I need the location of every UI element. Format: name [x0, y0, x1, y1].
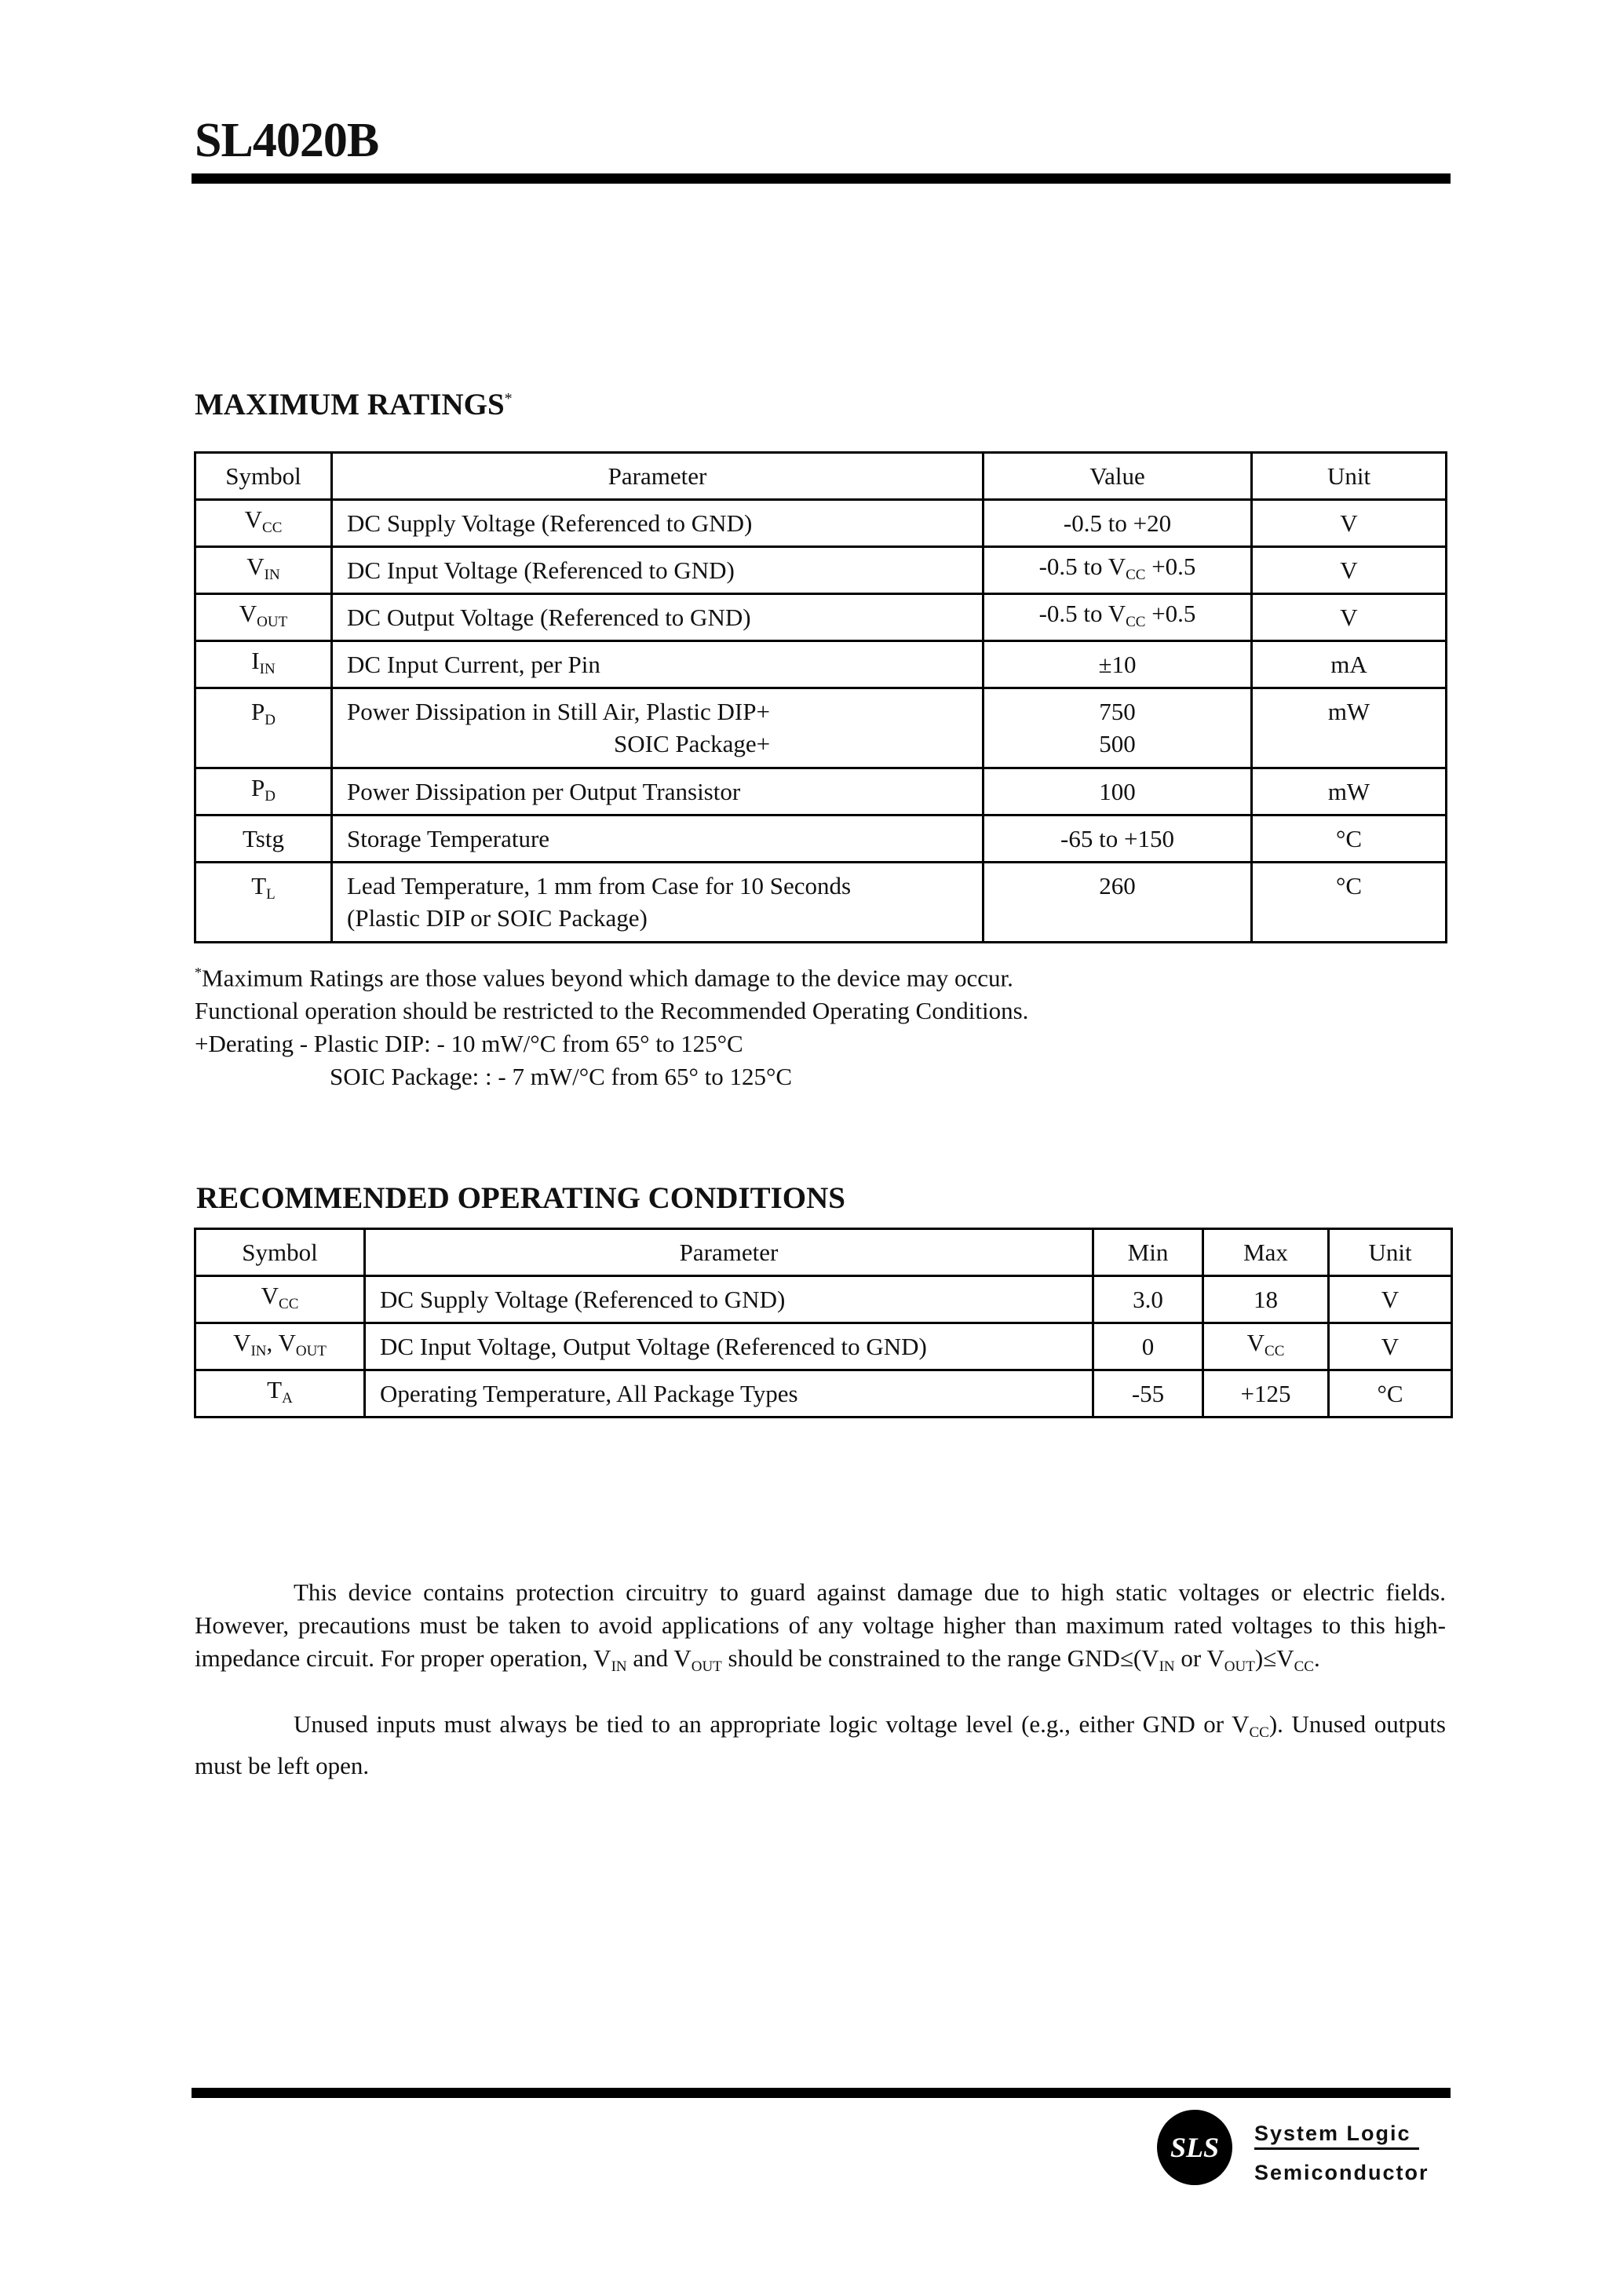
unit-cell: mW [1252, 688, 1447, 768]
value-cell: -0.5 to $V_{CC} +0.5$ [984, 547, 1252, 594]
max-cell: +125 [1203, 1370, 1329, 1418]
value-cell: -0.5 to $V_{CC} +0.5$ [984, 594, 1252, 641]
max-ratings-notes [195, 956, 1028, 1093]
protection-paragraph: This device contains protection circuitry to guard against damage due to high static voltages or electric fields. However, precautions must be taken to avoid applications of any voltage higher than maximum rated voltages to this high-impedance circuit. For proper operation, $V_{IN}$ and $V_{OUT}$ should be constrained to the range $GND\le(V_{IN}$ or $V_{OUT})\le V_{CC}$. [195, 1578, 1446, 1675]
unit-cell: V [1329, 1276, 1452, 1323]
value-cell: -0.5 to +20 [984, 500, 1252, 547]
symbol-cell: $P_D$ [195, 688, 332, 768]
parameter-cell: DC Output Voltage (Referenced to GND) [332, 594, 984, 641]
table-row [195, 594, 1447, 641]
unit-cell: °C [1252, 815, 1447, 863]
note-line: Functional operation should be restricted to the Recommended Operating Conditions. [195, 997, 1029, 1025]
symbol-cell: $I_{IN}$ [195, 641, 332, 688]
company-name-line2: Semiconductor [1254, 2161, 1429, 2184]
unit-cell: V [1252, 547, 1447, 594]
max-cell: 18 [1203, 1276, 1329, 1323]
col-value: Value [984, 453, 1252, 500]
note-line: *Maximum Ratings are those values beyond which damage to the device may occur. [195, 964, 1013, 992]
company-name-line1: System Logic [1254, 2122, 1419, 2150]
unit-cell: V [1252, 594, 1447, 641]
value-cell: 260 [984, 863, 1252, 943]
table-row [195, 1323, 1452, 1370]
col-unit: Unit [1329, 1229, 1452, 1276]
parameter-cell: Power Dissipation in Still Air, Plastic DIP+ SOIC Package+ [332, 688, 984, 768]
unit-cell: V [1329, 1323, 1452, 1370]
table-header-row [195, 1229, 1452, 1276]
unit-cell: °C [1329, 1370, 1452, 1418]
parameter-cell: Lead Temperature, 1 mm from Case for 10 Seconds (Plastic DIP or SOIC Package) [332, 863, 984, 943]
col-parameter: Parameter [332, 453, 984, 500]
table-row [195, 1276, 1452, 1323]
col-symbol: Symbol [195, 453, 332, 500]
unused-io-paragraph: Unused inputs must always be tied to an appropriate logic voltage level (e.g., either GND or $V_{CC}$). Unused outputs must be left open. [195, 1710, 1446, 1779]
value-cell: 100 [984, 768, 1252, 815]
table-row [195, 500, 1447, 547]
part-number-title: SL4020B [195, 114, 379, 167]
symbol-cell: $V_{OUT}$ [195, 594, 332, 641]
rec-conditions-heading: RECOMMENDED OPERATING CONDITIONS [196, 1181, 845, 1215]
max-ratings-heading: MAXIMUM RATINGS* [195, 388, 513, 421]
logo-text: SLS [1170, 2132, 1220, 2163]
footer-rule [192, 2088, 1451, 2098]
col-max: Max [1203, 1229, 1329, 1276]
note-line: SOIC Package: : - 7 mW/°C from 65° to 125°C [330, 1063, 793, 1091]
symbol-cell: $V_{IN}$ [195, 547, 332, 594]
symbol-cell: $T_L$ [195, 863, 332, 943]
value-cell: -65 to +150 [984, 815, 1252, 863]
symbol-cell: $V_{IN}$, $V_{OUT}$ [195, 1323, 365, 1370]
min-cell: 3.0 [1093, 1276, 1203, 1323]
note-line: +Derating - Plastic DIP: - 10 mW/°C from 65° to 125°C [195, 1030, 743, 1058]
symbol-cell: $V_{CC}$ [195, 500, 332, 547]
col-unit: Unit [1252, 453, 1447, 500]
parameter-cell: DC Input Voltage (Referenced to GND) [332, 547, 984, 594]
min-cell: 0 [1093, 1323, 1203, 1370]
unit-cell: mA [1252, 641, 1447, 688]
value-cell: 750 500 [984, 688, 1252, 768]
rec-conditions-table [194, 1228, 1453, 1418]
company-logo [1157, 2110, 1232, 2185]
symbol-cell: Tstg [195, 815, 332, 863]
parameter-cell: Power Dissipation per Output Transistor [332, 768, 984, 815]
header-rule [192, 173, 1451, 184]
parameter-cell: DC Supply Voltage (Referenced to GND) [365, 1276, 1093, 1323]
table-row [195, 815, 1447, 863]
table-row [195, 768, 1447, 815]
unit-cell: mW [1252, 768, 1447, 815]
max-ratings-table [194, 451, 1447, 943]
symbol-cell: $T_A$ [195, 1370, 365, 1418]
symbol-cell: $P_D$ [195, 768, 332, 815]
parameter-cell: Operating Temperature, All Package Types [365, 1370, 1093, 1418]
table-row [195, 688, 1447, 768]
parameter-cell: DC Supply Voltage (Referenced to GND) [332, 500, 984, 547]
col-parameter: Parameter [365, 1229, 1093, 1276]
unit-cell: V [1252, 500, 1447, 547]
parameter-cell: Storage Temperature [332, 815, 984, 863]
parameter-cell: DC Input Voltage, Output Voltage (Referenced to GND) [365, 1323, 1093, 1370]
min-cell: -55 [1093, 1370, 1203, 1418]
parameter-cell: DC Input Current, per Pin [332, 641, 984, 688]
col-min: Min [1093, 1229, 1203, 1276]
col-symbol: Symbol [195, 1229, 365, 1276]
unit-cell: °C [1252, 863, 1447, 943]
table-header-row [195, 453, 1447, 500]
symbol-cell: $V_{CC}$ [195, 1276, 365, 1323]
table-row [195, 547, 1447, 594]
value-cell: ±10 [984, 641, 1252, 688]
table-row [195, 863, 1447, 943]
table-row [195, 1370, 1452, 1418]
max-cell: $V_{CC}$ [1203, 1323, 1329, 1370]
table-row [195, 641, 1447, 688]
